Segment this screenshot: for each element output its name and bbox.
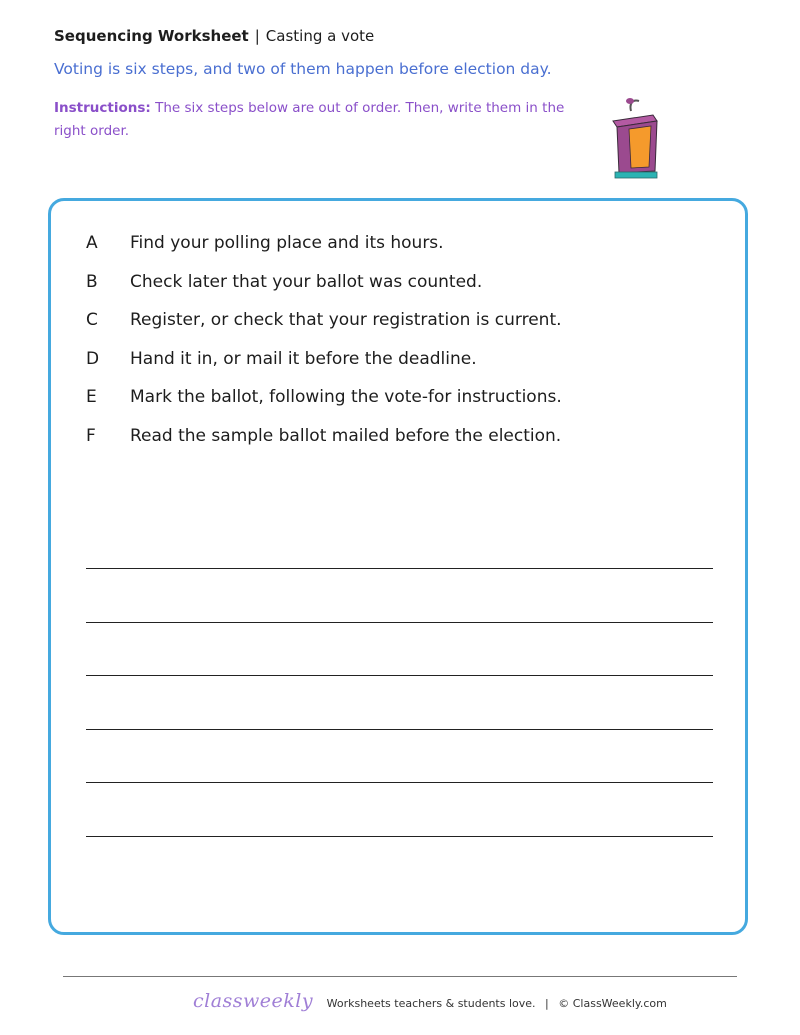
instructions — [54, 97, 584, 143]
worksheet-topic: Casting a vote — [265, 27, 375, 45]
step-text: Register, or check that your registration is current. — [130, 310, 562, 330]
instructions-text: The six steps below are out of order. Then, write them in the right order. — [54, 100, 565, 139]
step-text: Hand it in, or mail it before the deadline. — [130, 348, 477, 369]
step-text: Read the sample ballot mailed before the election. — [130, 425, 562, 446]
answer-line[interactable] — [86, 729, 713, 730]
step-text: Check later that your ballot was counted. — [130, 271, 483, 292]
answer-line[interactable] — [86, 782, 713, 783]
step-letter: C — [86, 310, 98, 330]
footer — [193, 990, 667, 1012]
footer-tagline: Worksheets teachers & students love. — [326, 997, 536, 1010]
footer-copyright: © ClassWeekly.com — [558, 997, 667, 1010]
footer-divider — [63, 976, 737, 977]
step-letter: D — [86, 348, 100, 369]
worksheet-header — [54, 27, 374, 45]
answer-line[interactable] — [86, 836, 713, 837]
subtitle: Voting is six steps, and two of them happen before election day. — [54, 60, 552, 78]
step-text: Mark the ballot, following the vote-for instructions. — [130, 387, 562, 407]
steps-box — [48, 198, 748, 935]
instructions-label: Instructions: — [54, 100, 151, 116]
footer-separator: | — [545, 997, 549, 1010]
step-text: Find your polling place and its hours. — [130, 233, 444, 253]
worksheet-title: Sequencing Worksheet — [54, 27, 249, 45]
step-letter: B — [86, 271, 98, 292]
answer-line[interactable] — [86, 675, 713, 676]
answer-line[interactable] — [86, 622, 713, 623]
step-letter: A — [86, 233, 98, 253]
step-letter: E — [86, 387, 97, 407]
header-separator: | — [254, 27, 260, 45]
step-letter: F — [86, 425, 96, 446]
podium-with-microphone-icon — [603, 95, 663, 185]
classweekly-logo: classweekly — [193, 990, 314, 1012]
answer-line[interactable] — [86, 568, 713, 569]
